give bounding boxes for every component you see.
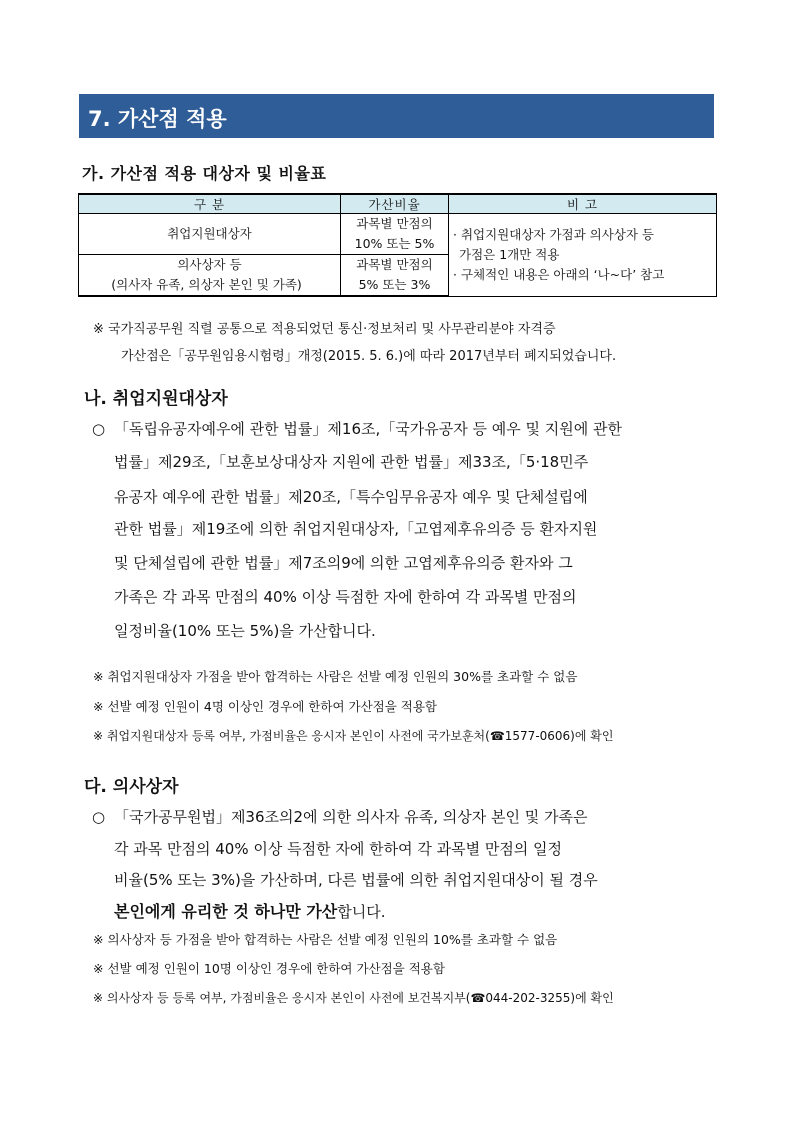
- bonus-rate-table: [78, 193, 717, 297]
- bullet-circle: ○: [92, 420, 106, 438]
- body-line: 관한 법률」제19조에 의한 취업지원대상자,「고엽제후유의증 등 환자지원: [114, 520, 598, 538]
- note-line: ※ 취업지원대상자 등록 여부, 가점비율은 응시자 본인이 사전에 국가보훈처(☎1577-0606)에 확인: [93, 729, 614, 743]
- body-line: 및 단체설립에 관한 법률」제7조의9에 의한 고엽제후유의증 환자와 그: [114, 554, 573, 572]
- rate-line: 과목별 만점의: [356, 216, 433, 231]
- rate-cell: [341, 214, 449, 255]
- category-cell: 취업지원대상자: [79, 214, 341, 255]
- emphasis-text: 본인에게 유리한 것 하나만 가산: [114, 902, 338, 921]
- rate-line: 5% 또는 3%: [358, 277, 431, 292]
- remark-line: ※ 국가직공무원 직렬 공통으로 적용되었던 통신·정보처리 및 사무관리분야 자격증: [93, 322, 556, 337]
- header-rate: 가산비율: [341, 194, 449, 214]
- note-line: · 취업지원대상자 가점과 의사상자 등: [453, 226, 654, 242]
- body-line: [114, 899, 385, 922]
- note-line: ※ 선발 예정 인원이 10명 이상인 경우에 한하여 가산점을 적용함: [93, 961, 445, 976]
- note-line: 가점은 1개만 적용: [459, 246, 560, 262]
- header-note: 비 고: [449, 194, 717, 214]
- body-line: 각 과목 만점의 40% 이상 득점한 자에 한하여 각 과목별 만점의 일정: [114, 840, 563, 858]
- remark-line: 가산점은「공무원임용시험령」개정(2015. 5. 6.)에 따라 2017년부터 폐지되었습니다.: [121, 349, 617, 364]
- rate-line: 10% 또는 5%: [354, 236, 435, 251]
- note-line: ※ 의사상자 등 가점을 받아 합격하는 사람은 선발 예정 인원의 10%를 초과할 수 없음: [93, 932, 558, 947]
- note-cell: [449, 214, 717, 297]
- body-line: 일정비율(10% 또는 5%)을 가산합니다.: [114, 622, 376, 640]
- rate-cell: [341, 255, 449, 297]
- note-line: ※ 취업지원대상자 가점을 받아 합격하는 사람은 선발 예정 인원의 30%를 초과할 수 없음: [93, 669, 578, 684]
- body-line: 「국가공무원법」제36조의2에 의한 의사자 유족, 의상자 본인 및 가족은: [114, 808, 588, 826]
- note-line: · 구체적인 내용은 아래의 ‘나~다’ 참고: [453, 266, 665, 282]
- category-line: (의사자 유족, 의상자 본인 및 가족): [111, 277, 302, 292]
- header-category: 구 분: [79, 194, 341, 214]
- heading-target-ratio: 가. 가산점 적용 대상자 및 비율표: [82, 164, 327, 183]
- bullet-circle: ○: [92, 808, 106, 826]
- rate-line: 과목별 만점의: [356, 257, 433, 272]
- note-line: ※ 의사상자 등 등록 여부, 가점비율은 응시자 본인이 사전에 보건복지부(☎044-202-3255)에 확인: [93, 991, 614, 1005]
- note-line: ※ 선발 예정 인원이 4명 이상인 경우에 한하여 가산점을 적용함: [93, 699, 437, 714]
- heading-employment-support: 나. 취업지원대상자: [84, 389, 228, 409]
- table-row: [79, 214, 717, 255]
- category-line: 의사상자 등: [177, 257, 242, 272]
- section-title: 7. 가산점 적용: [79, 94, 714, 138]
- body-line: 가족은 각 과목 만점의 40% 이상 득점한 자에 한하여 각 과목별 만점의: [114, 588, 577, 606]
- table-header-row: [79, 194, 717, 214]
- heading-righteous-casualty: 다. 의사상자: [84, 777, 179, 797]
- body-line: 비율(5% 또는 3%)을 가산하며, 다른 법률에 의한 취업지원대상이 될 경우: [114, 871, 598, 889]
- body-line: 유공자 예우에 관한 법률」제20조,「특수임무유공자 예우 및 단체설립에: [114, 488, 588, 506]
- body-text: 합니다.: [337, 903, 386, 921]
- category-cell: [79, 255, 341, 297]
- body-line: 법률」제29조,「보훈보상대상자 지원에 관한 법률」제33조,「5·18민주: [114, 453, 589, 471]
- body-line: 「독립유공자예우에 관한 법률」제16조,「국가유공자 등 예우 및 지원에 관한: [114, 420, 622, 438]
